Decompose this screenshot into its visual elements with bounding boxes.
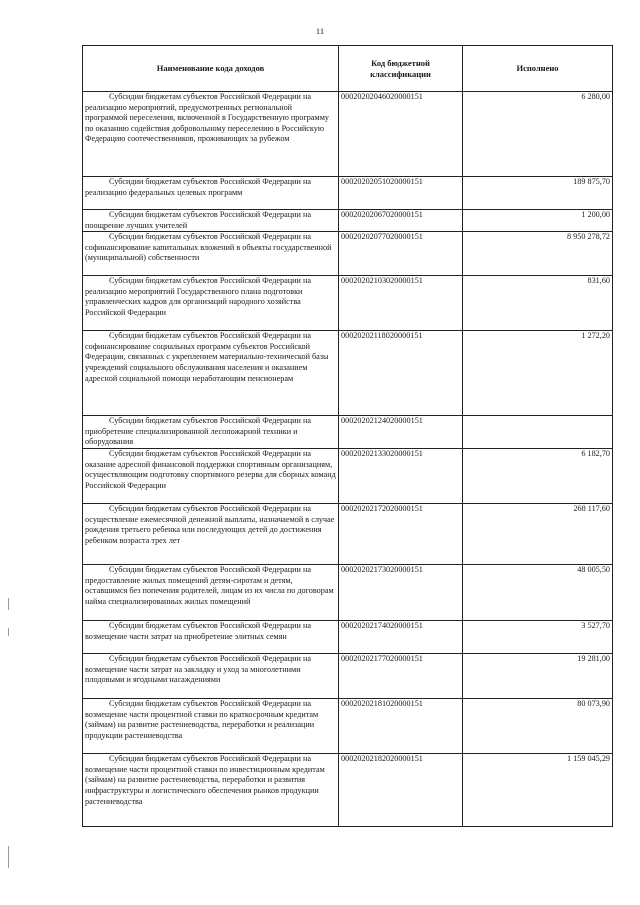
budget-code: 00020202182020000151: [339, 754, 463, 827]
executed-amount: 268 117,60: [463, 504, 613, 565]
budget-code: 00020202173020000151: [339, 565, 463, 621]
budget-code: 00020202181020000151: [339, 699, 463, 754]
income-name: Субсидии бюджетам субъектов Российской Федерации на возмещение части затрат на приобретение элитных семян: [83, 621, 339, 654]
income-name: Субсидии бюджетам субъектов Российской Федерации на осуществление ежемесячной денежной выплаты, назначаемой в случае рождения третьего ребенка или последующих детей до достижения ребенком возраста трех лет: [83, 504, 339, 565]
table-row: [83, 654, 613, 699]
budget-code: 00020202118020000151: [339, 331, 463, 416]
executed-amount: 8 950 278,72: [463, 232, 613, 276]
executed-amount: 831,60: [463, 276, 613, 331]
table-row: [83, 621, 613, 654]
executed-amount: 1 159 045,29: [463, 754, 613, 827]
budget-code: 00020202077020000151: [339, 232, 463, 276]
page-number: 11: [315, 26, 325, 36]
budget-code: 00020202177020000151: [339, 654, 463, 699]
income-name: Субсидии бюджетам субъектов Российской Федерации на возмещение части процентной ставки по инвестиционным кредитам (займам) на развитие растениеводства, переработки и развития инфраструктуры и логистического обеспечения рынков продукции растениеводства: [83, 754, 339, 827]
income-name: Субсидии бюджетам субъектов Российской Федерации на реализацию мероприятий Государственного плана подготовки управленческих кадров для организаций народного хозяйства Российской Федерации: [83, 276, 339, 331]
table-row: [83, 92, 613, 177]
income-name: Субсидии бюджетам субъектов Российской Федерации на приобретение специализированной лесопожарной техники и оборудования: [83, 416, 339, 449]
table-row: [83, 449, 613, 504]
income-name: Субсидии бюджетам субъектов Российской Федерации на реализацию федеральных целевых программ: [83, 177, 339, 210]
scan-margin-mark: [8, 846, 9, 868]
income-name: Субсидии бюджетам субъектов Российской Федерации на софинансирование социальных программ субъектов Российской Федерации, связанных с укреплением материально-технической базы учреждений социального обслуживания населения и оказанием адресной социальной помощи неработающим пенсионерам: [83, 331, 339, 416]
table-row: [83, 754, 613, 827]
income-name: Субсидии бюджетам субъектов Российской Федерации на предоставление жилых помещений детям-сиротам и детям, оставшимся без попечения родителей, лицам из их числа по договорам найма специализированных жилых помещений: [83, 565, 339, 621]
budget-code: 00020202172020000151: [339, 504, 463, 565]
executed-amount: 6 280,00: [463, 92, 613, 177]
table-row: [83, 504, 613, 565]
budget-code: 00020202051020000151: [339, 177, 463, 210]
budget-code: 00020202046020000151: [339, 92, 463, 177]
executed-amount: 3 527,70: [463, 621, 613, 654]
income-name: Субсидии бюджетам субъектов Российской Федерации на возмещение части процентной ставки по краткосрочным кредитам (займам) на развитие растениеводства, переработки и реализации продукции растениеводства: [83, 699, 339, 754]
income-name: Субсидии бюджетам субъектов Российской Федерации на поощрение лучших учителей: [83, 210, 339, 232]
table-row: [83, 210, 613, 232]
executed-amount: 80 073,90: [463, 699, 613, 754]
table-row: [83, 699, 613, 754]
executed-amount: 189 875,70: [463, 177, 613, 210]
header-budget-code: Код бюджетной классификации: [339, 46, 463, 92]
table-row: [83, 177, 613, 210]
scan-margin-mark: [8, 598, 9, 610]
scan-margin-mark: [8, 628, 9, 636]
header-income-name: Наименование кода доходов: [83, 46, 339, 92]
budget-code: 00020202103020000151: [339, 276, 463, 331]
executed-amount: 48 005,50: [463, 565, 613, 621]
income-table: [82, 45, 613, 827]
income-name: Субсидии бюджетам субъектов Российской Федерации на софинансирование капитальных вложений в объекты государственной (муниципальной) собственности: [83, 232, 339, 276]
executed-amount: 1 272,20: [463, 331, 613, 416]
table-row: [83, 276, 613, 331]
executed-amount: 1 200,00: [463, 210, 613, 232]
table-row: [83, 232, 613, 276]
income-name: Субсидии бюджетам субъектов Российской Федерации на оказание адресной финансовой поддержки спортивным организациям, осуществляющим подготовку спортивного резерва для сборных команд Российской Федерации: [83, 449, 339, 504]
income-name: Субсидии бюджетам субъектов Российской Федерации на реализацию мероприятий, предусмотренных региональной программой переселения, включенной в Государственную программу по оказанию содействия добровольному переселению в Российскую Федерацию соотечественников, проживающих за рубежом: [83, 92, 339, 177]
table-row: [83, 565, 613, 621]
budget-code: 00020202067020000151: [339, 210, 463, 232]
executed-amount: 6 182,70: [463, 449, 613, 504]
table-row: [83, 331, 613, 416]
budget-code: 00020202174020000151: [339, 621, 463, 654]
budget-code: 00020202124020000151: [339, 416, 463, 449]
table-header-row: [83, 46, 613, 92]
income-name: Субсидии бюджетам субъектов Российской Федерации на возмещение части затрат на закладку и уход за многолетними плодовыми и ягодными насаждениями: [83, 654, 339, 699]
executed-amount: 19 281,00: [463, 654, 613, 699]
executed-amount: [463, 416, 613, 449]
table-row: [83, 416, 613, 449]
header-executed: Исполнено: [463, 46, 613, 92]
budget-code: 00020202133020000151: [339, 449, 463, 504]
